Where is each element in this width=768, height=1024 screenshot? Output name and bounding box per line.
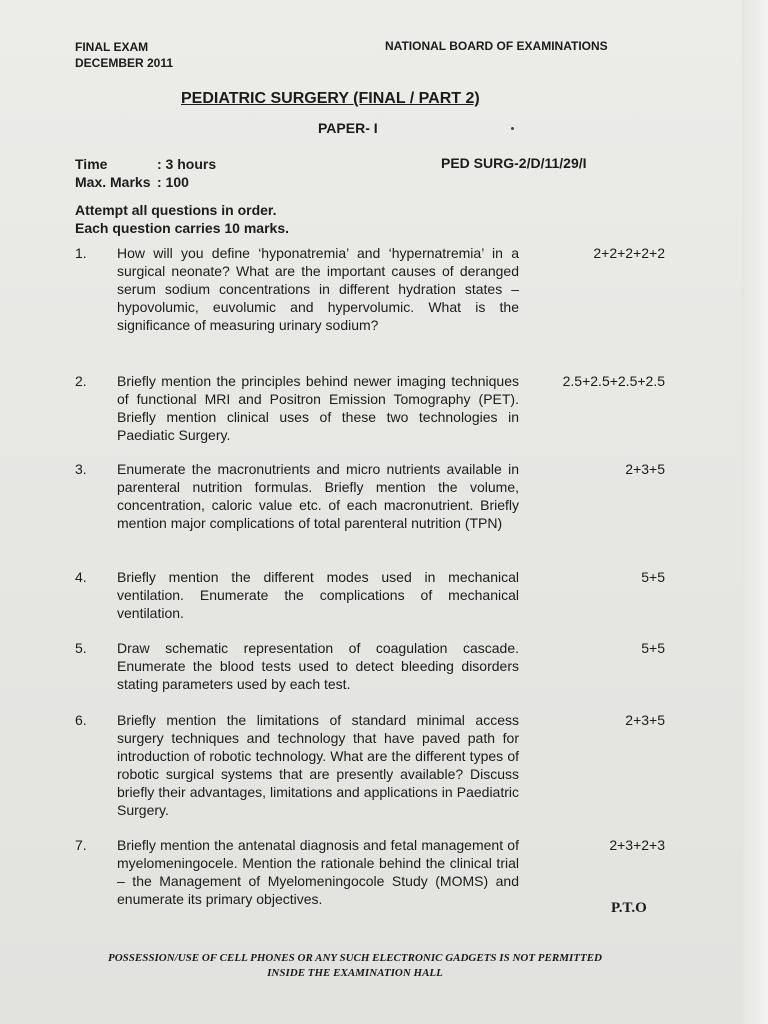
question-text: How will you define ‘hyponatremia’ and ‘hypernatremia’ in a surgical neonate? What are the important causes of deranged serum sodium concentrations in different hydration states – hypovolumic, euvolumic and hypervolumic. What is the significance of measuring urinary sodium? [117,245,519,333]
question-marks: 2.5+2.5+2.5+2.5 [562,373,665,389]
paper-code: PED SURG-2/D/11/29/I [441,155,587,171]
question-number: 4. [75,569,87,585]
question-marks: 2+3+5 [625,461,665,477]
exam-name: FINAL EXAM [75,40,149,54]
paper-number: PAPER- I [318,120,378,136]
please-turn-over: P.T.O [611,900,647,916]
question-number: 2. [75,373,87,389]
board-name: NATIONAL BOARD OF EXAMINATIONS [385,39,608,53]
question-text: Briefly mention the principles behind newer imaging techniques of functional MRI and Positron Emission Tomography (PET). Briefly mention clinical uses of these two technologies in Paediatic Surgery. [117,373,519,443]
exam-meta [75,155,216,191]
question-number: 6. [75,712,87,728]
question-number: 1. [75,245,87,261]
instruction-line: Each question carries 10 marks. [75,220,289,236]
instructions [75,201,289,237]
page-edge [742,0,768,1024]
question-marks: 2+3+2+3 [609,837,665,853]
max-marks-label: Max. Marks [75,174,151,190]
question-marks: 2+3+5 [625,712,665,728]
question-number: 5. [75,640,87,656]
exam-header-left [75,39,173,71]
max-marks-value: : 100 [157,174,189,190]
instruction-line: Attempt all questions in order. [75,202,277,218]
question-text: Enumerate the macronutrients and micro nutrients available in parenteral nutrition formulas. Briefly mention the volume, concentration, caloric value etc. of each macronutrient. Briefly mention major complications of total parenteral nutrition (TPN) [117,461,519,531]
question-number: 3. [75,461,87,477]
footer-line: POSSESSION/USE OF CELL PHONES OR ANY SUCH ELECTRONIC GADGETS IS NOT PERMITTED [108,952,602,964]
question-text: Briefly mention the different modes used in mechanical ventilation. Enumerate the complications of mechanical ventilation. [117,569,519,621]
time-value: : 3 hours [157,156,217,172]
time-label: Time [75,156,108,172]
question-marks: 5+5 [641,640,665,656]
stray-dot [511,127,514,130]
footer-notice [60,951,650,981]
question-text: Briefly mention the antenatal diagnosis and fetal management of myelomeningocele. Mention the rationale behind the clinical trial – the Management of Myelomeningocole Study (MOMS) and enumerate its primary objectives. [117,837,519,907]
question-number: 7. [75,837,87,853]
question-text: Briefly mention the limitations of standard minimal access surgery techniques and technology that have paved path for introduction of robotic technology. What are the different types of robotic surgical systems that are presently available? Discuss briefly their advantages, limitations and applications in Paediatric Surgery. [117,712,519,818]
question-marks: 5+5 [641,569,665,585]
question-marks: 2+2+2+2+2 [593,245,665,261]
paper-title: PEDIATRIC SURGERY (FINAL / PART 2) [181,90,480,107]
question-text: Draw schematic representation of coagulation cascade. Enumerate the blood tests used to detect bleeding disorders stating parameters used by each test. [117,640,519,692]
exam-date: DECEMBER 2011 [75,56,174,70]
footer-line: INSIDE THE EXAMINATION HALL [267,967,443,979]
